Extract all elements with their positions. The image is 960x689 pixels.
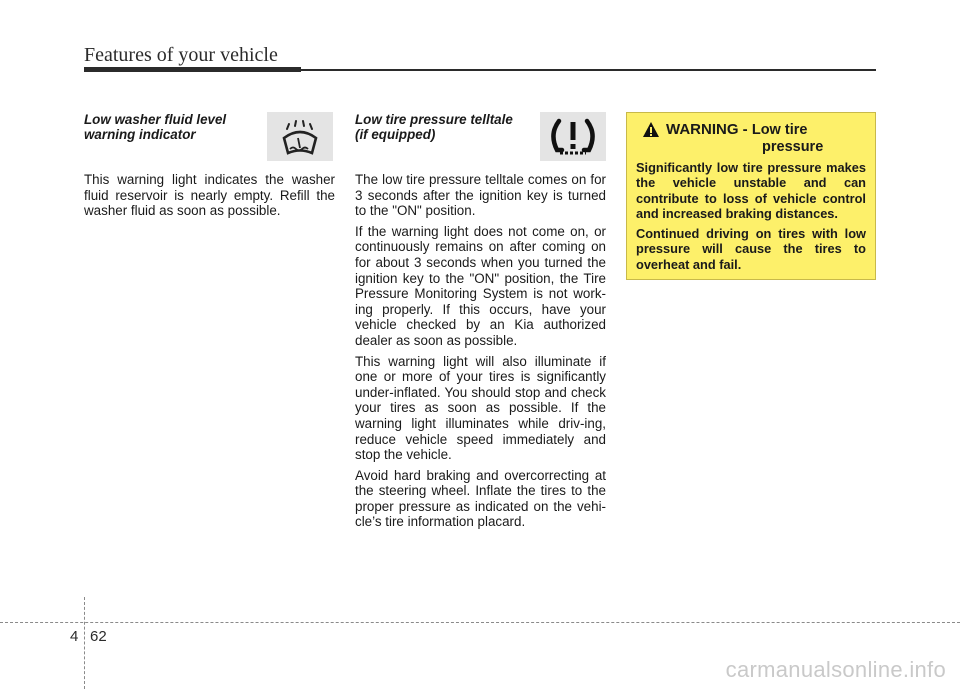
tire-heading-line1: Low tire pressure telltale — [355, 112, 513, 127]
washer-heading-line1: Low washer fluid level — [84, 112, 227, 127]
tire-heading — [355, 112, 525, 158]
washer-fluid-icon — [267, 112, 333, 161]
warning-triangle-icon — [642, 121, 660, 138]
tire-paragraph-1: The low tire pressure telltale comes on for 3 seconds after the ignition key is turned to the "ON" position. — [355, 172, 606, 219]
warning-paragraph-2: Continued driving on tires with low pressure will cause the tires to overheat and fail. — [636, 226, 866, 272]
warning-label: WARNING - — [666, 121, 748, 138]
footer-divider — [84, 597, 85, 689]
warning-title-line1: Low tire — [751, 122, 808, 138]
page-header-title: Features of your vehicle — [84, 44, 278, 66]
page-number: 62 — [90, 628, 107, 645]
washer-heading-line2: warning indicator — [84, 127, 196, 142]
warning-heading — [636, 121, 866, 156]
washer-paragraph: This warning light indicates the washer fluid reservoir is nearly empty. Refill the washer fluid as soon as possible. — [84, 172, 335, 219]
chapter-number: 4 — [70, 628, 79, 645]
tire-section — [355, 112, 606, 535]
tire-paragraph-2: If the warning light does not come on, or continuously remains on after coming on for about 3 seconds when you turned the ignition key to the "ON" position, the Tire Pressure Monitoring System is not work-ing properly. If this occurs, have your vehicle checked by an Kia authorized dealer as soon as possible. — [355, 223, 606, 348]
warning-paragraph-1: Significantly low tire pressure makes the vehicle unstable and can contribute to loss of vehicle control and increased braking distances. — [636, 160, 866, 221]
footer-rule — [0, 622, 960, 623]
watermark: carmanualsonline.info — [725, 657, 946, 682]
tire-paragraph-4: Avoid hard braking and overcorrecting at the steering wheel. Inflate the tires to the proper pressure as indicated on the vehi-cle’s tire information placard. — [355, 467, 606, 530]
header-rule — [301, 69, 876, 71]
tire-paragraph-3: This warning light will also illuminate if one or more of your tires is significantly under-inflated. You should stop and check your tires as soon as possible. If the warning light illuminates while driv-ing, reduce vehicle speed immediately and stop the vehicle. — [355, 353, 606, 463]
warning-title-line2: pressure — [762, 139, 824, 155]
header-bar — [84, 67, 301, 72]
tire-heading-line2: (if equipped) — [355, 127, 436, 142]
warning-box — [626, 112, 876, 280]
tire-pressure-icon — [540, 112, 606, 161]
washer-heading — [84, 112, 254, 158]
